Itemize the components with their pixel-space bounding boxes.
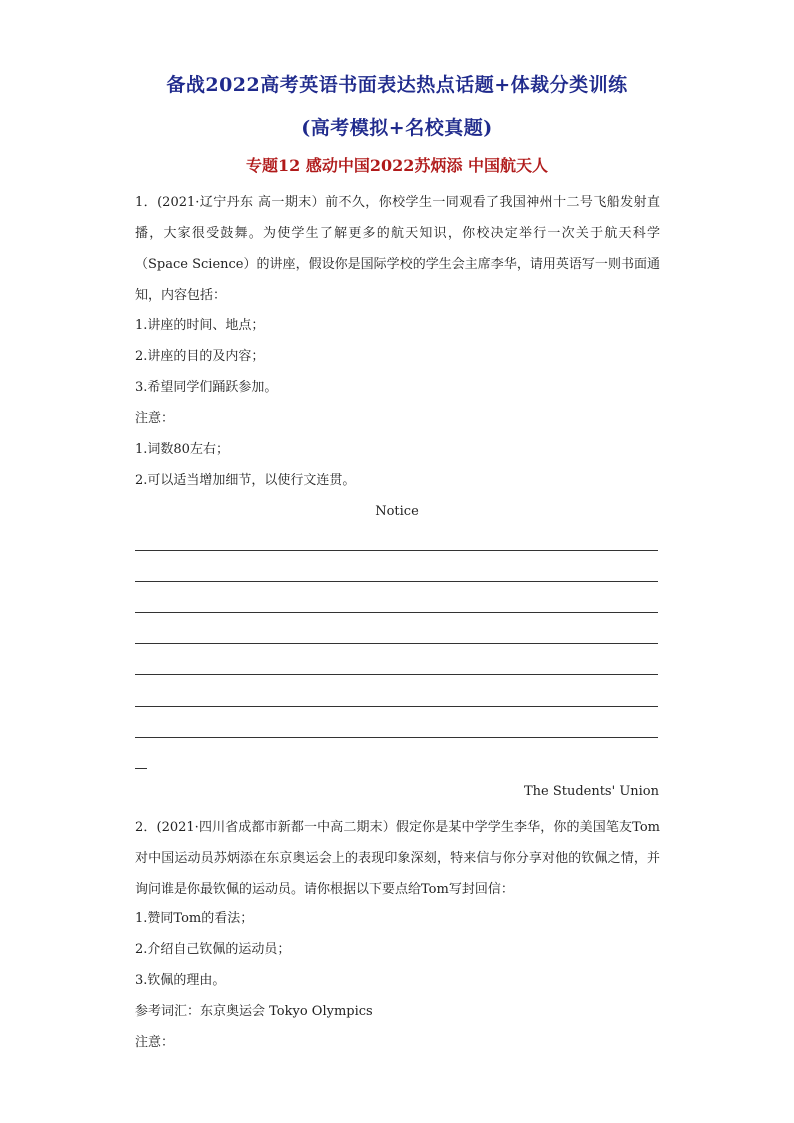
answer-line — [135, 581, 658, 582]
answer-line — [135, 643, 658, 644]
question-1-point: 1.讲座的时间、地点； — [135, 318, 265, 333]
answer-line-end — [135, 768, 147, 769]
question-2-point: 1.赞同Tom的看法； — [135, 911, 254, 926]
question-2-vocab: 参考词汇：东京奥运会 Tokyo Olympics — [135, 1004, 373, 1019]
answer-line — [135, 550, 658, 551]
document-title-sub: (高考模拟+名校真题) — [301, 117, 493, 139]
question-2-intro: 2．(2021·四川省成都市新都一中高二期末）假定你是某中学学生李华，你的美国笔友Tom对中国运动员苏炳添在东京奥运会上的表现印象深刻，特来信与你分享对他的钦佩之情，并询问谁是你最钦佩的运动员。请你根据以下要点给Tom写封回信： — [135, 820, 661, 897]
question-1-intro: 1．(2021·辽宁丹东 高一期末）前不久，你校学生一同观看了我国神州十二号飞船发射直播，大家很受鼓舞。为使学生了解更多的航天知识，你校决定举行一次关于航天科学（Space Science）的讲座，假设你是国际学校的学生会主席李华，请用英语写一则书面通知，内容包括： — [135, 195, 660, 303]
notice-signature: The Students' Union — [523, 784, 659, 799]
document-title: 备战2022高考英语书面表达热点话题+体裁分类训练 — [166, 74, 628, 96]
topic-subtitle: 专题12 感动中国2022苏炳添 中国航天人 — [246, 156, 548, 175]
answer-line — [135, 737, 658, 738]
question-1-note-label: 注意： — [135, 411, 175, 426]
question-2-point: 2.介绍自己钦佩的运动员； — [135, 942, 291, 957]
question-1-note: 2.可以适当增加细节，以使行文连贯。 — [135, 473, 356, 488]
question-2-note-label: 注意： — [135, 1035, 175, 1050]
answer-line — [135, 612, 658, 613]
answer-line — [135, 674, 658, 675]
question-1-note: 1.词数80左右； — [135, 442, 229, 457]
question-1-point: 3.希望同学们踊跃参加。 — [135, 380, 278, 395]
answer-line — [135, 706, 658, 707]
question-2-point: 3.钦佩的理由。 — [135, 973, 226, 988]
question-1-point: 2.讲座的目的及内容； — [135, 349, 265, 364]
notice-heading: Notice — [375, 504, 419, 519]
